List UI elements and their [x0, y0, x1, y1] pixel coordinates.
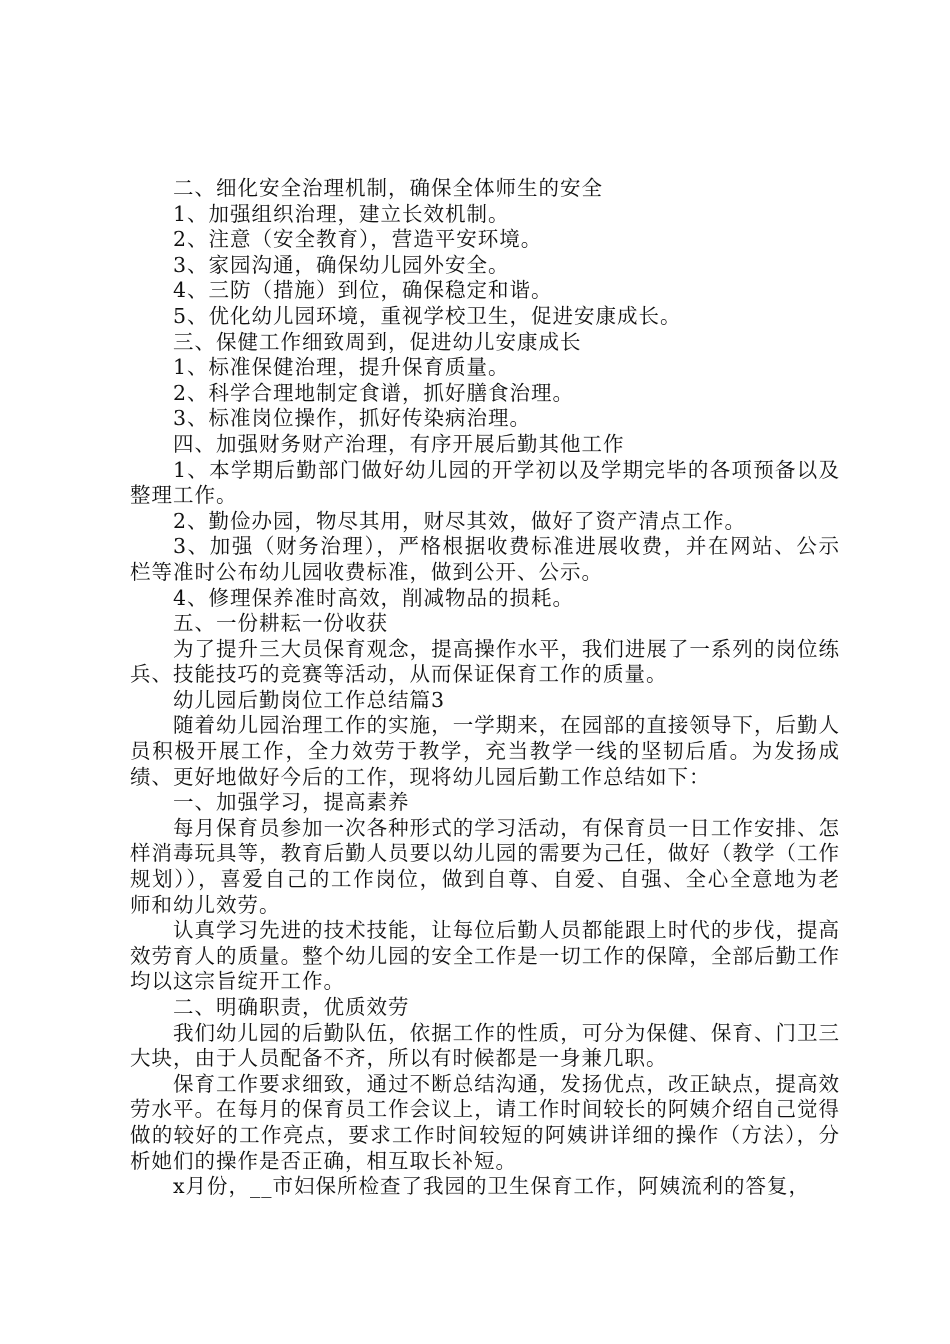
list-item: 2、注意（安全教育），营造平安环境。 [173, 227, 543, 252]
section-heading-health: 三、保健工作细致周到，促进幼儿安康成长 [173, 329, 582, 354]
section-heading-study: 一、加强学习，提高素养 [173, 790, 410, 815]
section-heading-finance: 四、加强财务财产治理，有序开展后勤其他工作 [173, 431, 625, 456]
list-item: 3、加强（财务治理），严格根据收费标准进展收费，并在网站、公示栏等准时公布幼儿园收费标准，做到公开、公示。 [130, 534, 840, 584]
body-paragraph: 认真学习先进的技术技能，让每位后勤人员都能跟上时代的步伐，提高效劳育人的质量。整个幼儿园的安全工作是一切工作的保障，全部后勤工作均以这宗旨绽开工作。 [130, 918, 840, 994]
body-paragraph: 我们幼儿园的后勤队伍，依据工作的性质，可分为保健、保育、门卫三大块，由于人员配备不齐，所以有时候都是一身兼几职。 [130, 1020, 840, 1071]
list-item: 3、标准岗位操作，抓好传染病治理。 [173, 406, 532, 431]
section-heading-safety: 二、细化安全治理机制，确保全体师生的安全 [173, 176, 603, 200]
section-heading-harvest: 五、一份耕耘一份收获 [173, 611, 388, 636]
list-item: 2、科学合理地制定食谱，抓好膳食治理。 [173, 380, 575, 405]
body-paragraph: 随着幼儿园治理工作的实施，一学期来，在园部的直接领导下，后勤人员积极开展工作，全力效劳于教学，充当教学一线的坚韧后盾。为发扬成绩、更好地做好今后的工作，现将幼儿园后勤工作总结如下： [130, 713, 840, 789]
body-paragraph: x月份，__市妇保所检查了我园的卫生保育工作，阿姨流利的答复， [173, 1174, 811, 1199]
section-heading-duties: 二、明确职责，优质效劳 [173, 995, 410, 1019]
list-item: 4、三防（措施）到位，确保稳定和谐。 [173, 278, 553, 303]
list-item: 1、加强组织治理，建立长效机制。 [173, 201, 510, 226]
list-item: 1、标准保健治理，提升保育质量。 [173, 355, 510, 380]
list-item: 3、家园沟通，确保幼儿园外安全。 [173, 252, 510, 277]
article-title: 幼儿园后勤岗位工作总结篇3 [173, 687, 446, 712]
list-item: 5、优化幼儿园环境，重视学校卫生，促进安康成长。 [173, 303, 682, 328]
body-paragraph: 为了提升三大员保育观念，提高操作水平，我们进展了一系列的岗位练兵、技能技巧的竞赛等活动，从而保证保育工作的质量。 [130, 636, 840, 687]
list-item: 1、本学期后勤部门做好幼儿园的开学初以及学期完毕的各项预备以及整理工作。 [130, 457, 840, 508]
body-paragraph: 每月保育员参加一次各种形式的学习活动，有保育员一日工作安排、怎样消毒玩具等，教育后勤人员要以幼儿园的需要为己任，做好（教学（工作规划）），喜爱自己的工作岗位，做到自尊、自爱、自强、全心全意地为老师和幼儿效劳。 [130, 815, 840, 917]
list-item: 2、勤俭办园，物尽其用，财尽其效，做好了资产清点工作。 [173, 508, 747, 533]
list-item: 4、修理保养准时高效，削减物品的损耗。 [173, 585, 575, 610]
body-paragraph: 保育工作要求细致，通过不断总结沟通，发扬优点，改正缺点，提高效劳水平。在每月的保育员工作会议上，请工作时间较长的阿姨介绍自己觉得做的较好的工作亮点，要求工作时间较短的阿姨讲详细的操作（方法），分析她们的操作是否正确，相互取长补短。 [130, 1071, 840, 1173]
document-body [130, 176, 840, 1200]
